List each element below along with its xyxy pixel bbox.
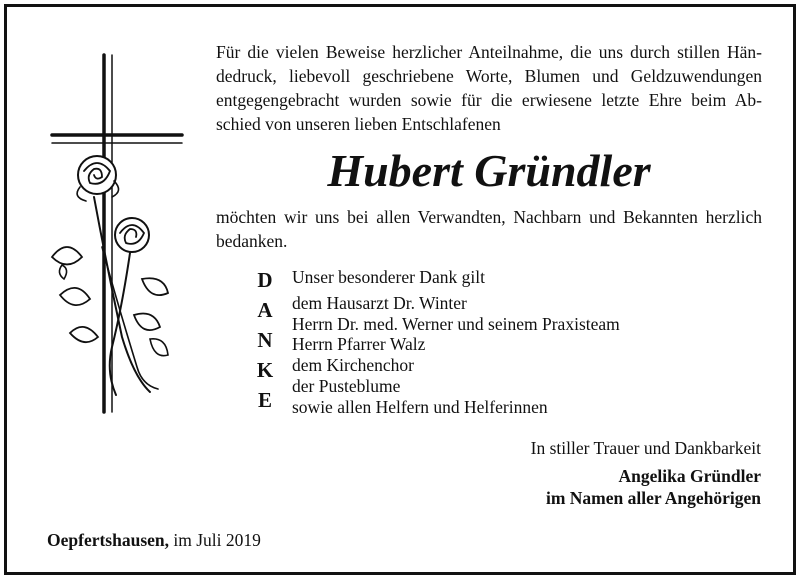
- list-item: Herrn Dr. med. Werner und seinem Praxisteam: [292, 313, 620, 334]
- deceased-name: Hubert Gründler: [327, 145, 651, 196]
- list-item: der Pusteblume: [292, 375, 401, 396]
- signature: [546, 465, 761, 509]
- special-thanks-list: [292, 293, 620, 417]
- thanks-line: bedanken.: [216, 231, 288, 251]
- date: im Juli 2019: [173, 530, 261, 550]
- intro-line: Für die vielen Beweise herzlicher Anteilnahme, die uns durch stillen Hän-: [216, 42, 762, 62]
- intro-line: entgegengebracht wurden sowie für die erwiesene letzte Ehre beim Ab-: [216, 90, 762, 110]
- intro-line: schied von unseren lieben Entschlafenen: [216, 114, 501, 134]
- list-item: Herrn Pfarrer Walz: [292, 334, 426, 355]
- danke-letter: N: [257, 328, 273, 352]
- intro-paragraph: [216, 40, 762, 136]
- obituary-thank-you-notice: [4, 4, 796, 575]
- danke-letter: E: [257, 388, 272, 412]
- signature-name: Angelika Gründler: [618, 466, 761, 486]
- thanks-line: möchten wir uns bei allen Verwandten, Nachbarn und Bekannten herzlich: [216, 207, 762, 227]
- list-item: sowie allen Helfern und Helferinnen: [292, 396, 548, 417]
- cross-with-roses-icon: [42, 47, 192, 422]
- signature-subline: im Namen aller Angehörigen: [545, 488, 761, 508]
- danke-acrostic: [250, 265, 280, 415]
- danke-letter: D: [257, 268, 273, 292]
- special-thanks-heading: Unser besonderer Dank gilt: [292, 267, 485, 287]
- place-date: [47, 529, 261, 551]
- list-item: dem Kirchenchor: [292, 355, 414, 376]
- list-item: dem Hausarzt Dr. Winter: [292, 293, 467, 313]
- intro-line: dedruck, liebevoll geschriebene Worte, Blumen und Geldzuwendungen: [216, 66, 762, 86]
- place-name: Oepfertshausen,: [47, 530, 170, 550]
- closing-line: In stiller Trauer und Dankbarkeit: [530, 438, 761, 458]
- danke-letter: A: [257, 298, 273, 322]
- thanks-paragraph: [216, 205, 762, 253]
- danke-letter: K: [256, 358, 274, 382]
